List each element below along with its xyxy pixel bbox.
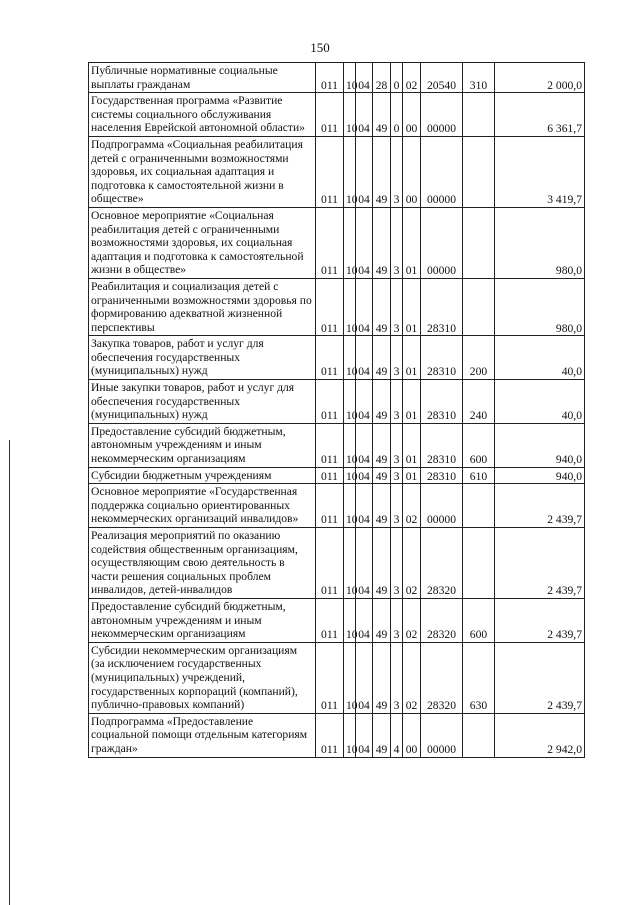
subprogram-code-cell: 3 — [391, 278, 403, 335]
expense-type-cell — [463, 278, 495, 335]
subprogram-code-cell: 4 — [391, 713, 403, 757]
gr-code-cell: 011 — [316, 63, 344, 93]
subsection-code-cell: 04 — [356, 380, 373, 424]
table-row — [89, 380, 585, 424]
direction-code-cell: 28310 — [421, 278, 463, 335]
subprogram-code-cell: 3 — [391, 336, 403, 380]
gr-code-cell: 011 — [316, 278, 344, 335]
subprogram-code-cell: 3 — [391, 380, 403, 424]
expense-type-cell — [463, 528, 495, 599]
table-row — [89, 598, 585, 642]
item-name-cell: Субсидии некоммерческим организациям (за исключением государственных (муниципальных) учреждений, государственных корпораций (компаний), публично-правовых компаний) — [89, 642, 316, 713]
program-code-cell: 28 — [373, 63, 391, 93]
direction-code-cell: 28310 — [421, 380, 463, 424]
item-name-cell: Основное мероприятие «Социальная реабилитация детей с ограниченными возможностями здоровья, их социальная адаптация и подготовка к самостоятельной жизни в обществе» — [89, 207, 316, 278]
item-name-cell: Реализация мероприятий по оказанию содействия общественным организациям, осуществляющим свою деятельность в части решения социальных проблем инвалидов, детей-инвалидов — [89, 528, 316, 599]
program-code-cell: 49 — [373, 642, 391, 713]
margin-line — [9, 440, 10, 905]
direction-code-cell: 28310 — [421, 423, 463, 467]
direction-code-cell: 00000 — [421, 136, 463, 207]
amount-cell: 980,0 — [495, 278, 585, 335]
gr-code-cell: 011 — [316, 467, 344, 484]
program-code-cell: 49 — [373, 93, 391, 137]
expense-type-cell — [463, 93, 495, 137]
item-name-cell: Предоставление субсидий бюджетным, автономным учреждениям и иным некоммерческим организациям — [89, 598, 316, 642]
subprogram-code-cell: 3 — [391, 528, 403, 599]
subsection-code-cell: 04 — [356, 484, 373, 528]
amount-cell: 3 419,7 — [495, 136, 585, 207]
section-code-cell: 10 — [344, 207, 356, 278]
expense-type-cell: 630 — [463, 642, 495, 713]
table-row — [89, 642, 585, 713]
event-code-cell: 01 — [403, 336, 421, 380]
direction-code-cell: 00000 — [421, 93, 463, 137]
amount-cell: 940,0 — [495, 467, 585, 484]
direction-code-cell: 28310 — [421, 336, 463, 380]
event-code-cell: 00 — [403, 136, 421, 207]
program-code-cell: 49 — [373, 136, 391, 207]
gr-code-cell: 011 — [316, 136, 344, 207]
amount-cell: 2 000,0 — [495, 63, 585, 93]
item-name-cell: Подпрограмма «Предоставление социальной помощи отдельным категориям граждан» — [89, 713, 316, 757]
table-row — [89, 207, 585, 278]
program-code-cell: 49 — [373, 598, 391, 642]
amount-cell: 2 439,7 — [495, 528, 585, 599]
table-row — [89, 336, 585, 380]
subsection-code-cell: 04 — [356, 63, 373, 93]
subsection-code-cell: 04 — [356, 528, 373, 599]
subprogram-code-cell: 3 — [391, 136, 403, 207]
table-row — [89, 423, 585, 467]
gr-code-cell: 011 — [316, 336, 344, 380]
amount-cell: 2 439,7 — [495, 642, 585, 713]
table-row — [89, 63, 585, 93]
subsection-code-cell: 04 — [356, 336, 373, 380]
subsection-code-cell: 04 — [356, 278, 373, 335]
subsection-code-cell: 04 — [356, 136, 373, 207]
section-code-cell: 10 — [344, 423, 356, 467]
gr-code-cell: 011 — [316, 642, 344, 713]
direction-code-cell: 20540 — [421, 63, 463, 93]
expense-type-cell: 610 — [463, 467, 495, 484]
table-row — [89, 136, 585, 207]
table-row — [89, 484, 585, 528]
direction-code-cell: 00000 — [421, 484, 463, 528]
amount-cell: 2 942,0 — [495, 713, 585, 757]
expense-type-cell — [463, 484, 495, 528]
item-name-cell: Подпрограмма «Социальная реабилитация детей с ограниченными возможностями здоровья, их социальная адаптация и подготовка к самостоятельной жизни в обществе» — [89, 136, 316, 207]
subsection-code-cell: 04 — [356, 713, 373, 757]
table-row — [89, 467, 585, 484]
item-name-cell: Закупка товаров, работ и услуг для обеспечения государственных (муниципальных) нужд — [89, 336, 316, 380]
direction-code-cell: 28320 — [421, 528, 463, 599]
table-row — [89, 278, 585, 335]
program-code-cell: 49 — [373, 380, 391, 424]
subsection-code-cell: 04 — [356, 467, 373, 484]
expense-type-cell: 200 — [463, 336, 495, 380]
subprogram-code-cell: 3 — [391, 207, 403, 278]
amount-cell: 2 439,7 — [495, 598, 585, 642]
subprogram-code-cell: 3 — [391, 598, 403, 642]
subprogram-code-cell: 3 — [391, 642, 403, 713]
event-code-cell: 01 — [403, 467, 421, 484]
event-code-cell: 01 — [403, 278, 421, 335]
program-code-cell: 49 — [373, 713, 391, 757]
section-code-cell: 10 — [344, 598, 356, 642]
gr-code-cell: 011 — [316, 380, 344, 424]
subsection-code-cell: 04 — [356, 93, 373, 137]
expense-type-cell — [463, 713, 495, 757]
program-code-cell: 49 — [373, 336, 391, 380]
direction-code-cell: 00000 — [421, 713, 463, 757]
amount-cell: 980,0 — [495, 207, 585, 278]
section-code-cell: 10 — [344, 63, 356, 93]
budget-table — [88, 62, 585, 758]
subsection-code-cell: 04 — [356, 642, 373, 713]
subsection-code-cell: 04 — [356, 598, 373, 642]
item-name-cell: Реабилитация и социализация детей с ограниченными возможностями здоровья по формированию адекватной жизненной перспективы — [89, 278, 316, 335]
section-code-cell: 10 — [344, 484, 356, 528]
gr-code-cell: 011 — [316, 484, 344, 528]
item-name-cell: Субсидии бюджетным учреждениям — [89, 467, 316, 484]
event-code-cell: 00 — [403, 713, 421, 757]
amount-cell: 2 439,7 — [495, 484, 585, 528]
event-code-cell: 01 — [403, 423, 421, 467]
program-code-cell: 49 — [373, 278, 391, 335]
event-code-cell: 02 — [403, 598, 421, 642]
expense-type-cell: 240 — [463, 380, 495, 424]
event-code-cell: 00 — [403, 93, 421, 137]
amount-cell: 940,0 — [495, 423, 585, 467]
gr-code-cell: 011 — [316, 713, 344, 757]
subprogram-code-cell: 3 — [391, 484, 403, 528]
item-name-cell: Основное мероприятие «Государственная поддержка социально ориентированных некоммерческих организаций инвалидов» — [89, 484, 316, 528]
gr-code-cell: 011 — [316, 598, 344, 642]
direction-code-cell: 00000 — [421, 207, 463, 278]
program-code-cell: 49 — [373, 207, 391, 278]
direction-code-cell: 28320 — [421, 642, 463, 713]
program-code-cell: 49 — [373, 484, 391, 528]
event-code-cell: 02 — [403, 484, 421, 528]
item-name-cell: Предоставление субсидий бюджетным, автономным учреждениям и иным некоммерческим организациям — [89, 423, 316, 467]
direction-code-cell: 28320 — [421, 598, 463, 642]
event-code-cell: 02 — [403, 642, 421, 713]
program-code-cell: 49 — [373, 423, 391, 467]
section-code-cell: 10 — [344, 336, 356, 380]
expense-type-cell: 310 — [463, 63, 495, 93]
section-code-cell: 10 — [344, 642, 356, 713]
section-code-cell: 10 — [344, 136, 356, 207]
amount-cell: 40,0 — [495, 380, 585, 424]
event-code-cell: 01 — [403, 380, 421, 424]
table-row — [89, 528, 585, 599]
table-row — [89, 713, 585, 757]
expense-type-cell — [463, 136, 495, 207]
expense-type-cell — [463, 207, 495, 278]
subprogram-code-cell: 0 — [391, 63, 403, 93]
section-code-cell: 10 — [344, 713, 356, 757]
event-code-cell: 02 — [403, 528, 421, 599]
gr-code-cell: 011 — [316, 423, 344, 467]
section-code-cell: 10 — [344, 380, 356, 424]
subprogram-code-cell: 3 — [391, 467, 403, 484]
table-row — [89, 93, 585, 137]
gr-code-cell: 011 — [316, 93, 344, 137]
subsection-code-cell: 04 — [356, 423, 373, 467]
section-code-cell: 10 — [344, 93, 356, 137]
event-code-cell: 02 — [403, 63, 421, 93]
gr-code-cell: 011 — [316, 207, 344, 278]
item-name-cell: Публичные нормативные социальные выплаты гражданам — [89, 63, 316, 93]
section-code-cell: 10 — [344, 528, 356, 599]
program-code-cell: 49 — [373, 528, 391, 599]
program-code-cell: 49 — [373, 467, 391, 484]
event-code-cell: 01 — [403, 207, 421, 278]
budget-table-body — [89, 63, 585, 758]
expense-type-cell: 600 — [463, 423, 495, 467]
subprogram-code-cell: 3 — [391, 423, 403, 467]
item-name-cell: Иные закупки товаров, работ и услуг для обеспечения государственных (муниципальных) нужд — [89, 380, 316, 424]
page-number: 150 — [310, 40, 330, 55]
subsection-code-cell: 04 — [356, 207, 373, 278]
amount-cell: 6 361,7 — [495, 93, 585, 137]
section-code-cell: 10 — [344, 278, 356, 335]
expense-type-cell: 600 — [463, 598, 495, 642]
item-name-cell: Государственная программа «Развитие системы социального обслуживания населения Еврейской автономной области» — [89, 93, 316, 137]
direction-code-cell: 28310 — [421, 467, 463, 484]
subprogram-code-cell: 0 — [391, 93, 403, 137]
gr-code-cell: 011 — [316, 528, 344, 599]
amount-cell: 40,0 — [495, 336, 585, 380]
section-code-cell: 10 — [344, 467, 356, 484]
